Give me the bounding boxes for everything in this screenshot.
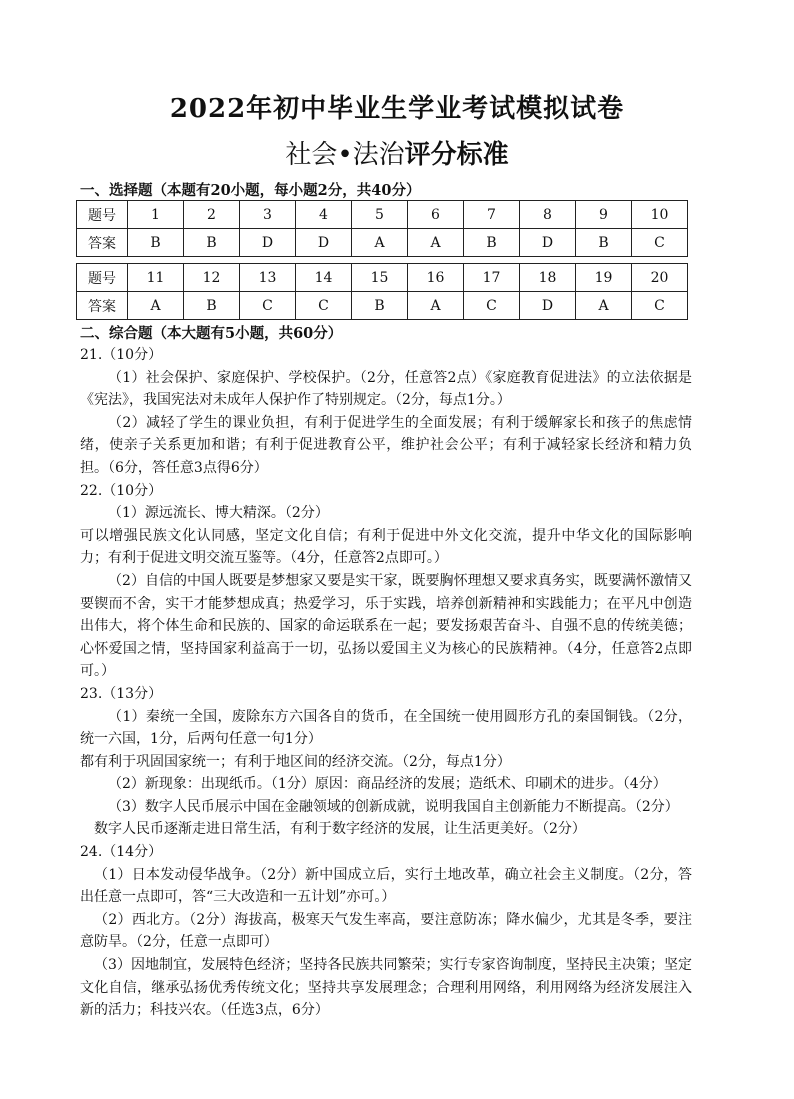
question-number: 1 bbox=[128, 201, 184, 229]
table-row bbox=[77, 292, 688, 320]
table-row bbox=[77, 201, 688, 229]
answer-cell: C bbox=[632, 292, 688, 320]
answer-paragraph: （2）西北方。（2分）海拔高，极寒天气发生率高，要注意防冻；降水偏少，尤其是冬季，要注意防旱。（2分，任意一点即可） bbox=[80, 911, 692, 951]
page-subtitle bbox=[0, 134, 794, 171]
question-number: 5 bbox=[352, 201, 408, 229]
answer-cell: A bbox=[576, 292, 632, 320]
question-number: 18 bbox=[520, 264, 576, 292]
answer-cell: C bbox=[296, 292, 352, 320]
answer-body bbox=[80, 344, 692, 1022]
answer-cell: C bbox=[632, 229, 688, 257]
section-heading-choice: 一、选择题（本题有20小题，每小题2分，共40分） bbox=[80, 182, 421, 199]
question-24-header: 24.（14分） bbox=[80, 844, 163, 861]
answer-cell: B bbox=[576, 229, 632, 257]
question-number: 20 bbox=[632, 264, 688, 292]
question-number: 19 bbox=[576, 264, 632, 292]
question-number: 10 bbox=[632, 201, 688, 229]
answer-paragraph: （1）日本发动侵华战争。（2分）新中国成立后，实行土地改革，确立社会主义制度。（2分，答出任意一点即可，答“三大改造和一五计划”亦可。） bbox=[80, 866, 692, 906]
answer-paragraph: （1）社会保护、家庭保护、学校保护。（2分，任意答2点）《家庭教育促进法》的立法依据是《宪法》，我国宪法对未成年人保护作了特别规定。（2分，每点1分。） bbox=[80, 369, 692, 409]
answer-paragraph: （1）源远流长、博大精深。（2分） bbox=[108, 505, 329, 522]
answer-table-2 bbox=[76, 263, 688, 320]
answer-table-1 bbox=[76, 200, 688, 257]
answer-cell: A bbox=[408, 229, 464, 257]
answer-cell: D bbox=[296, 229, 352, 257]
question-number: 14 bbox=[296, 264, 352, 292]
question-21-header: 21.（10分） bbox=[80, 347, 163, 363]
answer-cell: D bbox=[520, 292, 576, 320]
question-number: 2 bbox=[184, 201, 240, 229]
page-title: 2022年初中毕业生学业考试模拟试卷 bbox=[169, 94, 625, 124]
answer-paragraph: 数字人民币逐渐走进日常生活，有利于数字经济的发展，让生活更美好。（2分） bbox=[94, 821, 586, 838]
question-number: 11 bbox=[128, 264, 184, 292]
answer-cell: A bbox=[352, 229, 408, 257]
question-number: 8 bbox=[520, 201, 576, 229]
answer-cell: B bbox=[184, 292, 240, 320]
table-row bbox=[77, 264, 688, 292]
row-label: 题号 bbox=[77, 201, 128, 229]
answer-cell: B bbox=[352, 292, 408, 320]
question-22-header: 22.（10分） bbox=[80, 482, 163, 499]
question-number: 4 bbox=[296, 201, 352, 229]
answer-paragraph: 可以增强民族文化认同感，坚定文化自信；有利于促进中外文化交流，提升中华文化的国际影响力；有利于促进文明交流互鉴等。（4分，任意答2点即可。） bbox=[80, 527, 692, 567]
answer-cell: D bbox=[240, 229, 296, 257]
row-label: 答案 bbox=[77, 229, 128, 257]
answer-paragraph: （2）减轻了学生的课业负担，有利于促进学生的全面发展；有利于缓解家长和孩子的焦虑情绪，使亲子关系更加和谐；有利于促进教育公平，维护社会公平；有利于减轻家长经济和精力负担。（6分，答任意3点得6分） bbox=[80, 414, 692, 476]
answer-paragraph: （2）新现象：出现纸币。（1分）原因：商品经济的发展；造纸术、印刷术的进步。（4分） bbox=[108, 776, 667, 793]
question-number: 15 bbox=[352, 264, 408, 292]
answer-paragraph: （2）自信的中国人既要是梦想家又要是实干家，既要胸怀理想又要求真务实，既要满怀激情又要锲而不舍，实干才能梦想成真；热爱学习，乐于实践，培养创新精神和实践能力；在平凡中创造出伟大，将个体生命和民族的、国家的命运联系在一起；要发扬艰苦奋斗、自强不息的传统美德；心怀爱国之情，坚持国家利益高于一切，弘扬以爱国主义为核心的民族精神。（4分，任意答2点即可。） bbox=[80, 572, 692, 680]
question-number: 3 bbox=[240, 201, 296, 229]
row-label: 答案 bbox=[77, 292, 128, 320]
question-23-header: 23.（13分） bbox=[80, 685, 163, 702]
question-number: 6 bbox=[408, 201, 464, 229]
answer-paragraph: （3）数字人民币展示中国在金融领域的创新成就，说明我国自主创新能力不断提高。（2分） bbox=[108, 798, 679, 815]
section-heading-comprehensive: 二、综合题（本大题有5小题，共60分） bbox=[80, 325, 343, 342]
subtitle-grading: 评分标准 bbox=[404, 140, 509, 170]
row-label: 题号 bbox=[77, 264, 128, 292]
answer-paragraph: （3）因地制宜，发展特色经济；坚持各民族共同繁荣；实行专家咨询制度，坚持民主决策；坚定文化自信，继承弘扬优秀传统文化；坚持共享发展理念；合理利用网络，利用网络为经济发展注入新的活力；科技兴农。（任选3点，6分） bbox=[80, 957, 692, 1019]
answer-cell: B bbox=[128, 229, 184, 257]
answer-paragraph: （1）秦统一全国，废除东方六国各自的货币，在全国统一使用圆形方孔的秦国铜钱。（2分，统一六国，1分，后两句任意一句1分） bbox=[80, 708, 692, 748]
answer-cell: D bbox=[520, 229, 576, 257]
subtitle-subject: 社会•法治 bbox=[285, 140, 405, 170]
answer-cell: C bbox=[464, 292, 520, 320]
question-number: 7 bbox=[464, 201, 520, 229]
question-number: 17 bbox=[464, 264, 520, 292]
answer-cell: B bbox=[184, 229, 240, 257]
answer-cell: C bbox=[240, 292, 296, 320]
answer-cell: A bbox=[408, 292, 464, 320]
question-number: 16 bbox=[408, 264, 464, 292]
question-number: 13 bbox=[240, 264, 296, 292]
question-number: 9 bbox=[576, 201, 632, 229]
answer-cell: A bbox=[128, 292, 184, 320]
answer-paragraph: 都有利于巩固国家统一；有利于地区间的经济交流。（2分，每点1分） bbox=[80, 753, 511, 770]
question-number: 12 bbox=[184, 264, 240, 292]
answer-cell: B bbox=[464, 229, 520, 257]
table-row bbox=[77, 229, 688, 257]
